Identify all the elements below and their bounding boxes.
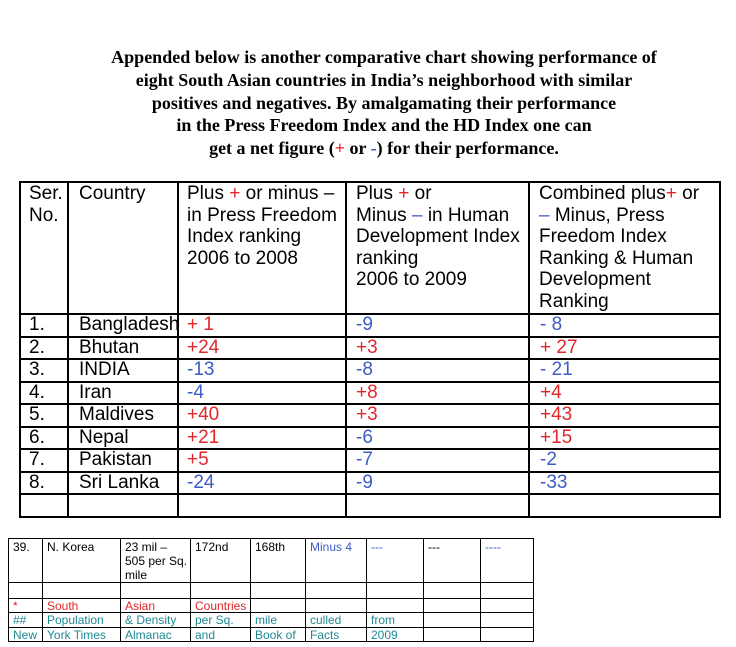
combined-change-cell: - 8 — [529, 314, 720, 337]
press-freedom-change-cell: -4 — [178, 382, 346, 405]
header-ser-no — [20, 182, 68, 314]
source-note-cell: & Density — [121, 613, 191, 628]
header-line: Freedom Index — [539, 226, 667, 248]
header-line — [356, 205, 528, 227]
country-cell: Nepal — [68, 427, 178, 450]
combined-change-cell: +15 — [529, 427, 720, 450]
source-note-cell: 2009 — [367, 628, 424, 642]
empty-cell — [367, 599, 424, 613]
intro-text: get a net figure ( — [209, 138, 335, 158]
source-note-cell: culled — [306, 613, 367, 628]
country-cell: Maldives — [68, 404, 178, 427]
press-freedom-change-cell: -24 — [178, 472, 346, 495]
table-row — [20, 427, 720, 450]
empty-cell — [481, 628, 534, 642]
plus-sign: + — [398, 183, 410, 204]
combined-change-cell: + 27 — [529, 337, 720, 360]
intro-text: or — [344, 138, 371, 158]
country-cell: Bangladesh — [68, 314, 178, 337]
hdi-change-cell: +3 — [346, 404, 529, 427]
header-combined — [529, 182, 720, 314]
empty-cell — [121, 583, 191, 599]
intro-line: positives and negatives. By amalgamating their performance — [151, 92, 617, 113]
intro-line: eight South Asian countries in India’s neighborhood with similar — [135, 69, 633, 90]
serial-number-cell: 4. — [20, 382, 68, 405]
header-text: in Human — [422, 204, 510, 226]
empty-cell — [424, 599, 481, 613]
table-row — [20, 449, 720, 472]
header-country — [68, 182, 178, 314]
footnote-cell: Asian — [121, 599, 191, 613]
minus-sign: - — [370, 138, 377, 158]
header-line: in Press Freedom — [187, 204, 337, 226]
empty-cell — [424, 628, 481, 642]
intro-text: ) for their performance. — [376, 138, 559, 158]
header-text: Minus — [356, 204, 412, 226]
header-text: or — [409, 183, 432, 204]
header-line: 2006 to 2008 — [187, 247, 298, 269]
country-cell: N. Korea — [43, 539, 121, 583]
serial-number-cell: 5. — [20, 404, 68, 427]
table-row — [20, 404, 720, 427]
press-freedom-change-cell: +5 — [178, 449, 346, 472]
press-freedom-change-cell: -13 — [178, 359, 346, 382]
plus-sign: + — [665, 183, 677, 204]
table-row — [20, 359, 720, 382]
intro-line: Appended below is another comparative chart showing performance of — [111, 47, 657, 67]
plus-sign: + — [334, 138, 345, 158]
serial-number-cell: 6. — [20, 427, 68, 450]
header-line: Ranking — [539, 290, 609, 312]
source-note-cell: and — [191, 628, 251, 642]
footnote-cell: South — [43, 599, 121, 613]
header-text: Combined plus — [539, 183, 666, 204]
header-press-freedom — [178, 182, 346, 314]
dash-cell: --- — [424, 539, 481, 583]
empty-row — [20, 494, 720, 517]
header-row — [20, 182, 720, 314]
table-row — [20, 472, 720, 495]
empty-row — [9, 583, 534, 599]
hdi-change-cell: +8 — [346, 382, 529, 405]
serial-number-cell: 1. — [20, 314, 68, 337]
empty-cell — [346, 494, 529, 517]
serial-number-cell: 3. — [20, 359, 68, 382]
source-note-cell: New — [9, 628, 43, 642]
press-freedom-change-cell: + 1 — [178, 314, 346, 337]
intro-line: in the Press Freedom Index and the HD Index one can — [176, 115, 592, 136]
empty-cell — [191, 583, 251, 599]
empty-cell — [251, 599, 306, 613]
cell-line: 505 per Sq. — [125, 554, 188, 568]
table-row — [20, 337, 720, 360]
hdi-change-cell: -7 — [346, 449, 529, 472]
empty-cell — [529, 494, 720, 517]
source-note-row — [9, 628, 534, 642]
intro-line — [34, 137, 734, 160]
country-cell: Pakistan — [68, 449, 178, 472]
reference-table — [8, 538, 534, 642]
empty-cell — [367, 583, 424, 599]
header-line — [539, 205, 719, 227]
source-note-cell: Population — [43, 613, 121, 628]
hdi-change-cell: +3 — [346, 337, 529, 360]
header-line: Ser. — [29, 183, 63, 204]
empty-cell — [251, 583, 306, 599]
country-cell: INDIA — [68, 359, 178, 382]
rank-2008-cell: 168th — [251, 539, 306, 583]
source-note-cell: mile — [251, 613, 306, 628]
combined-change-cell: -33 — [529, 472, 720, 495]
empty-cell — [20, 494, 68, 517]
header-line: Development — [539, 269, 651, 291]
minus-sign: – — [411, 204, 423, 226]
source-note-row — [9, 613, 534, 628]
empty-cell — [481, 613, 534, 628]
source-note-cell: Almanac — [121, 628, 191, 642]
serial-number-cell: 7. — [20, 449, 68, 472]
minus-sign: – — [539, 204, 550, 226]
header-line: 2006 to 2009 — [356, 269, 467, 291]
header-line: Development Index — [356, 226, 520, 248]
hdi-change-cell: -8 — [346, 359, 529, 382]
dash-cell: ---- — [481, 539, 534, 583]
hdi-change-cell: -9 — [346, 314, 529, 337]
cell-line: mile — [125, 568, 148, 582]
empty-cell — [9, 583, 43, 599]
footnote-marker: * — [9, 599, 43, 613]
footnote-marker: ## — [9, 613, 43, 628]
empty-cell — [178, 494, 346, 517]
serial-number-cell: 2. — [20, 337, 68, 360]
header-line: Country — [79, 183, 146, 204]
table-row — [20, 382, 720, 405]
empty-cell — [424, 583, 481, 599]
header-text: Plus — [356, 183, 399, 204]
reference-row-north-korea — [9, 539, 534, 583]
press-freedom-change-cell: +21 — [178, 427, 346, 450]
header-line: Ranking & Human — [539, 247, 694, 269]
empty-cell — [43, 583, 121, 599]
population-density-cell — [121, 539, 191, 583]
combined-change-cell: -2 — [529, 449, 720, 472]
empty-cell — [481, 583, 534, 599]
header-line — [539, 183, 719, 205]
header-line: Index ranking — [187, 226, 302, 248]
combined-change-cell: - 21 — [529, 359, 720, 382]
comparison-table — [19, 181, 721, 518]
footnote-row — [9, 599, 534, 613]
empty-cell — [481, 599, 534, 613]
header-text: Plus — [187, 183, 230, 204]
header-line: ranking — [356, 247, 419, 269]
empty-cell — [424, 613, 481, 628]
plus-sign: + — [229, 183, 241, 204]
header-text: or minus – — [240, 183, 335, 204]
header-text: or — [676, 183, 700, 204]
country-cell: Bhutan — [68, 337, 178, 360]
press-freedom-change-cell: +24 — [178, 337, 346, 360]
source-note-cell: from — [367, 613, 424, 628]
country-cell: Iran — [68, 382, 178, 405]
footnote-cell: Countries — [191, 599, 251, 613]
source-note-cell: York Times — [43, 628, 121, 642]
header-hdi — [346, 182, 529, 314]
serial-number-cell: 8. — [20, 472, 68, 495]
empty-cell — [306, 583, 367, 599]
header-line — [356, 183, 528, 205]
hdi-change-cell: -9 — [346, 472, 529, 495]
rank-2006-cell: 172nd — [191, 539, 251, 583]
dash-cell: --- — [367, 539, 424, 583]
source-note-cell: per Sq. — [191, 613, 251, 628]
header-line: No. — [29, 204, 59, 226]
source-note-cell: Book of — [251, 628, 306, 642]
empty-cell — [68, 494, 178, 517]
country-cell: Sri Lanka — [68, 472, 178, 495]
header-line — [187, 183, 345, 205]
press-freedom-change-cell: +40 — [178, 404, 346, 427]
rank-cell: 39. — [9, 539, 43, 583]
change-cell: Minus 4 — [306, 539, 367, 583]
hdi-change-cell: -6 — [346, 427, 529, 450]
empty-cell — [306, 599, 367, 613]
header-text: Minus, Press — [549, 204, 665, 226]
intro-paragraph — [34, 46, 734, 160]
source-note-cell: Facts — [306, 628, 367, 642]
table-row — [20, 314, 720, 337]
combined-change-cell: +43 — [529, 404, 720, 427]
combined-change-cell: +4 — [529, 382, 720, 405]
cell-line: 23 mil – — [125, 540, 168, 554]
